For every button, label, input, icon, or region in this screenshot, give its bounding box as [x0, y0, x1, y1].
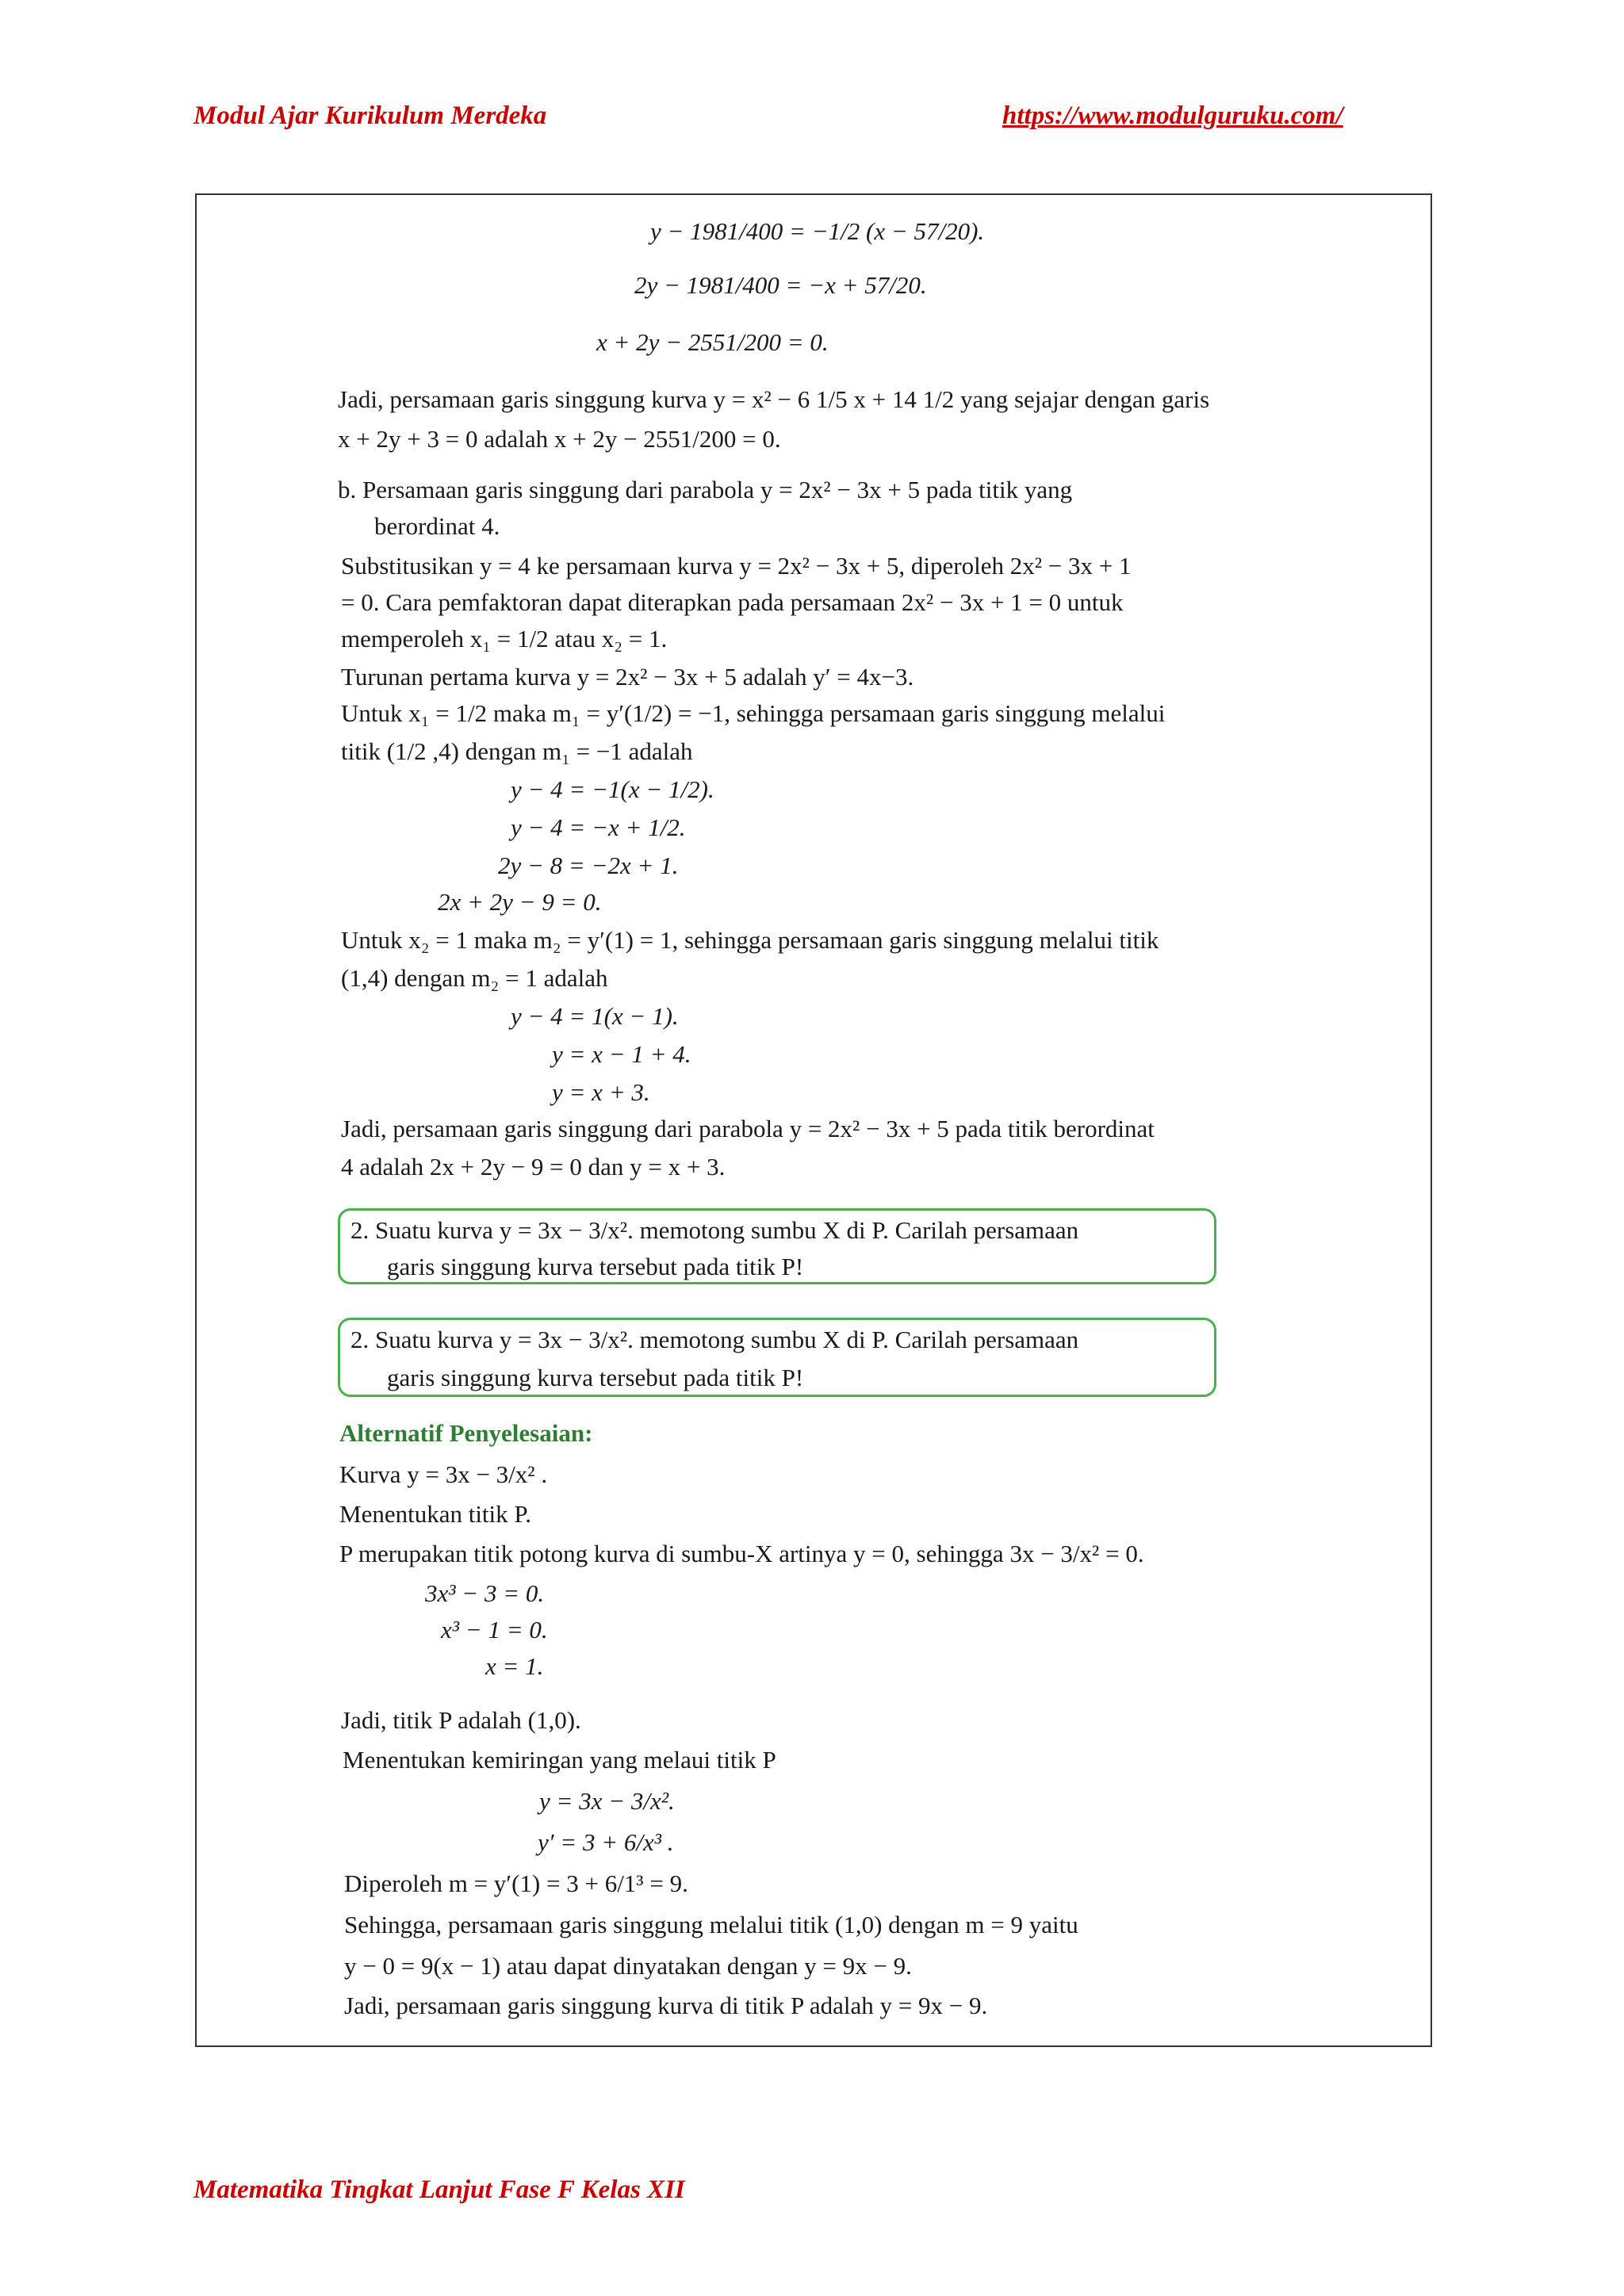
solution-derivative-2: y′ = 3 + 6/x³ . — [538, 1828, 674, 1856]
solution-line-1: Kurva y = 3x − 3/x² . — [339, 1460, 548, 1488]
part-b-step-1: y − 4 = −1(x − 1/2). — [511, 775, 714, 803]
solution-derivative-1: y = 3x − 3/x². — [539, 1787, 675, 1815]
part-b-line-4: Turunan pertama kurva y = 2x² − 3x + 5 adalah y′ = 4x−3. — [341, 663, 914, 691]
part-b-line-3: memperoleh x₁ = 1/2 atau x₂ = 1. — [341, 625, 668, 652]
header-link[interactable]: https://www.modulguruku.com/ — [1002, 101, 1343, 130]
part-a-equation-1: y − 1981/400 = −1/2 (x − 57/20). — [650, 217, 985, 245]
problem-box-1-line-2: garis singgung kurva tersebut pada titik P! — [387, 1253, 804, 1280]
part-b-line-2: = 0. Cara pemfaktoran dapat diterapkan pada persamaan 2x² − 3x + 1 = 0 untuk — [341, 588, 1124, 616]
problem-box-2-line-1: 2. Suatu kurva y = 3x − 3/x². memotong sumbu X di P. Carilah persamaan — [350, 1326, 1079, 1353]
solution-line-7: Sehingga, persamaan garis singgung melalui titik (1,0) dengan m = 9 yaitu — [344, 1911, 1078, 1938]
footer-title: Matematika Tingkat Lanjut Fase F Kelas XII — [193, 2175, 685, 2204]
part-b-conclusion-1: Jadi, persamaan garis singgung dari parabola y = 2x² − 3x + 5 pada titik berordinat — [341, 1115, 1155, 1142]
part-a-equation-3: x + 2y − 2551/200 = 0. — [596, 328, 829, 356]
part-b-step-4: 2x + 2y − 9 = 0. — [438, 888, 602, 916]
part-b-conclusion-2: 4 adalah 2x + 2y − 9 = 0 dan y = x + 3. — [341, 1153, 726, 1181]
solution-heading: Alternatif Penyelesaian: — [339, 1419, 593, 1447]
part-b-step-3: 2y − 8 = −2x + 1. — [498, 851, 679, 879]
part-b-step-2: y − 4 = −x + 1/2. — [511, 813, 686, 841]
solution-line-8: y − 0 = 9(x − 1) atau dapat dinyatakan dengan y = 9x − 9. — [344, 1952, 912, 1980]
part-b-line-7: Untuk x₂ = 1 maka m₂ = y′(1) = 1, sehingga persamaan garis singgung melalui titik — [341, 926, 1159, 954]
solution-equation-1: 3x³ − 3 = 0. — [425, 1579, 545, 1607]
solution-equation-2: x³ − 1 = 0. — [441, 1616, 548, 1644]
problem-box-1-line-1: 2. Suatu kurva y = 3x − 3/x². memotong sumbu X di P. Carilah persamaan — [350, 1216, 1079, 1244]
solution-line-3: P merupakan titik potong kurva di sumbu-X artinya y = 0, sehingga 3x − 3/x² = 0. — [339, 1540, 1144, 1567]
solution-line-5: Menentukan kemiringan yang melaui titik P — [343, 1746, 776, 1774]
solution-line-4: Jadi, titik P adalah (1,0). — [341, 1706, 581, 1734]
solution-line-9: Jadi, persamaan garis singgung kurva di titik P adalah y = 9x − 9. — [344, 1992, 988, 2019]
solution-line-2: Menentukan titik P. — [339, 1500, 531, 1528]
part-b-line-1: Substitusikan y = 4 ke persamaan kurva y = 2x² − 3x + 5, diperoleh 2x² − 3x + 1 — [341, 552, 1132, 580]
part-b-step-5: y − 4 = 1(x − 1). — [511, 1002, 679, 1030]
part-a-conclusion-1: Jadi, persamaan garis singgung kurva y = x² − 6 1/5 x + 14 1/2 yang sejajar dengan garis — [338, 385, 1210, 413]
part-a-conclusion-2: x + 2y + 3 = 0 adalah x + 2y − 2551/200 = 0. — [338, 425, 781, 453]
part-a-equation-2: 2y − 1981/400 = −x + 57/20. — [634, 271, 927, 299]
solution-line-6: Diperoleh m = y′(1) = 3 + 6/1³ = 9. — [344, 1869, 688, 1897]
part-b-line-6: titik (1/2 ,4) dengan m₁ = −1 adalah — [341, 737, 693, 765]
part-b-title-2: berordinat 4. — [374, 512, 500, 540]
part-b-title-1: b. Persamaan garis singgung dari parabola y = 2x² − 3x + 5 pada titik yang — [338, 476, 1073, 503]
part-b-line-8: (1,4) dengan m₂ = 1 adalah — [341, 964, 608, 992]
part-b-line-5: Untuk x₁ = 1/2 maka m₁ = y′(1/2) = −1, sehingga persamaan garis singgung melalui — [341, 699, 1166, 727]
problem-box-2-line-2: garis singgung kurva tersebut pada titik P! — [387, 1364, 804, 1391]
part-b-step-6: y = x − 1 + 4. — [552, 1040, 691, 1068]
header-title: Modul Ajar Kurikulum Merdeka — [193, 101, 547, 130]
part-b-step-7: y = x + 3. — [552, 1078, 650, 1106]
solution-equation-3: x = 1. — [485, 1652, 544, 1680]
